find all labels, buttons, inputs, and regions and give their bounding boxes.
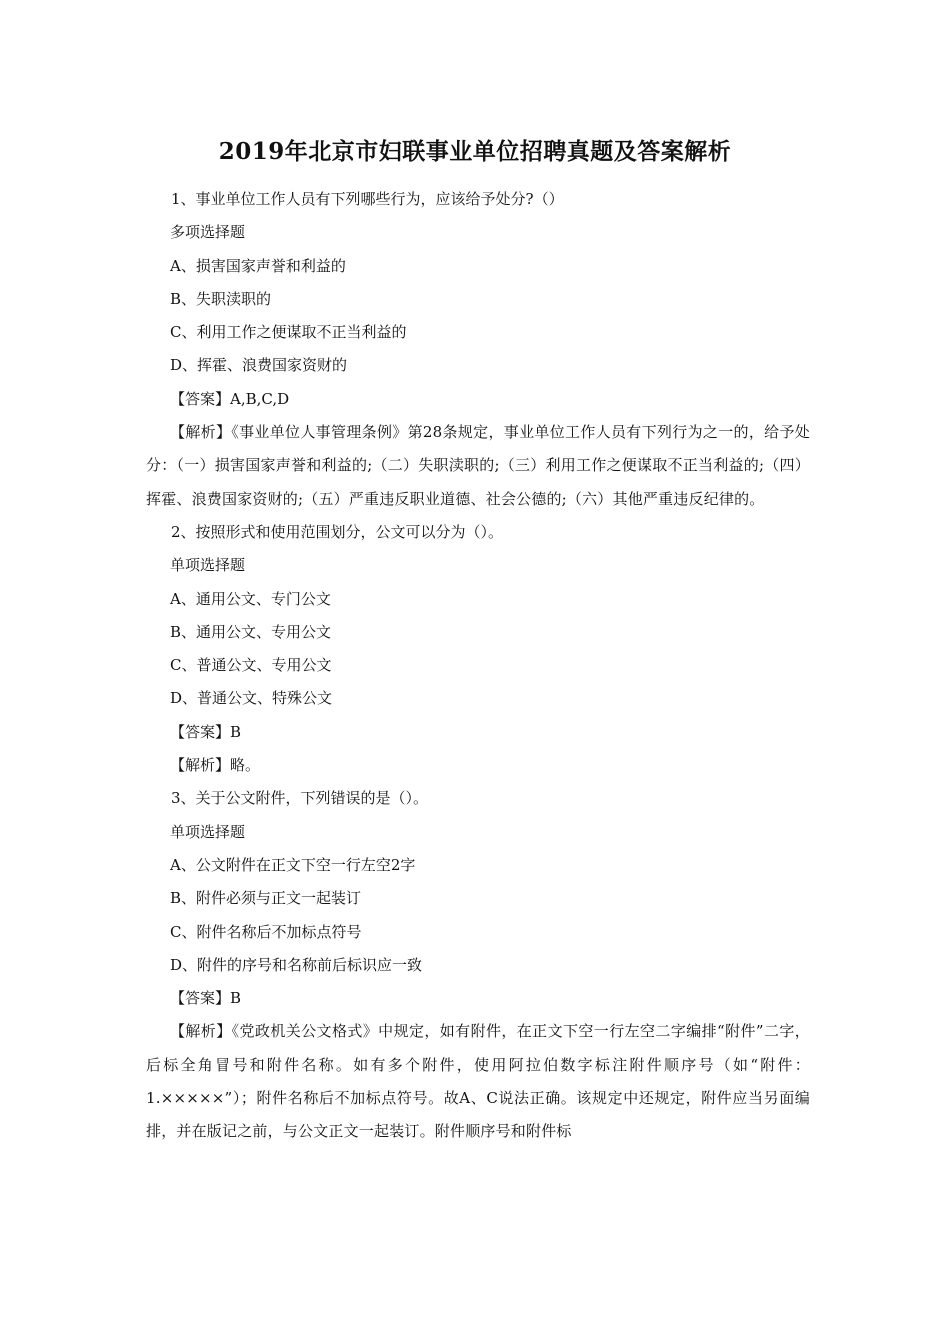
option-b: B、失职渎职的	[170, 289, 272, 308]
answer: 【答案】A,B,C,D	[170, 389, 290, 408]
answer: 【答案】B	[170, 722, 242, 741]
answer: 【答案】B	[170, 989, 242, 1008]
question-stem: 2、按照形式和使用范围划分，公文可以分为（）。	[171, 522, 504, 541]
option-d: D、普通公文、特殊公文	[170, 689, 333, 708]
question-type: 单项选择题	[170, 556, 246, 575]
option-d: D、挥霍、浪费国家资财的	[170, 356, 348, 375]
option-c: C、普通公文、专用公文	[170, 656, 332, 675]
question-stem: 3、关于公文附件，下列错误的是（）。	[171, 789, 429, 808]
option-b: B、附件必须与正文一起装订	[170, 889, 362, 908]
document-body	[146, 183, 810, 1149]
option-c: C、利用工作之便谋取不正当利益的	[170, 323, 407, 342]
question-3	[146, 782, 810, 1148]
option-c: C、附件名称后不加标点符号	[170, 922, 362, 941]
question-type: 多项选择题	[170, 223, 246, 242]
option-a: A、损害国家声誉和利益的	[170, 256, 346, 275]
option-b: B、通用公文、专用公文	[170, 622, 332, 641]
analysis: 【解析】《党政机关公文格式》中规定，如有附件，在正文下空一行左空二字编排“附件”二字，后标全角冒号和附件名称。如有多个附件，使用阿拉伯数字标注附件顺序号（如“附件：1.×××××”）；附件名称后不加标点符号。故A、C说法正确。该规定中还规定，附件应当另面编排，并在版记之前，与公文正文一起装订。附件顺序号和附件标	[146, 1022, 810, 1141]
option-d: D、附件的序号和名称前后标识应一致	[170, 955, 423, 974]
option-a: A、通用公文、专门公文	[170, 589, 331, 608]
question-stem: 1、事业单位工作人员有下列哪些行为，应该给予处分?（）	[171, 190, 564, 208]
document-title: 2019年北京市妇联事业单位招聘真题及答案解析	[218, 138, 732, 165]
analysis: 【解析】略。	[170, 756, 261, 775]
question-1	[146, 183, 810, 516]
question-type: 单项选择题	[170, 822, 246, 841]
analysis: 【解析】《事业单位人事管理条例》第28条规定，事业单位工作人员有下列行为之一的，给予处分：（一）损害国家声誉和利益的;（二）失职渎职的;（三）利用工作之便谋取不正当利益的;（四）挥霍、浪费国家资财的;（五）严重违反职业道德、社会公德的;（六）其他严重违反纪律的。	[146, 423, 810, 508]
question-2	[146, 516, 810, 782]
option-a: A、公文附件在正文下空一行左空2字	[170, 855, 416, 874]
